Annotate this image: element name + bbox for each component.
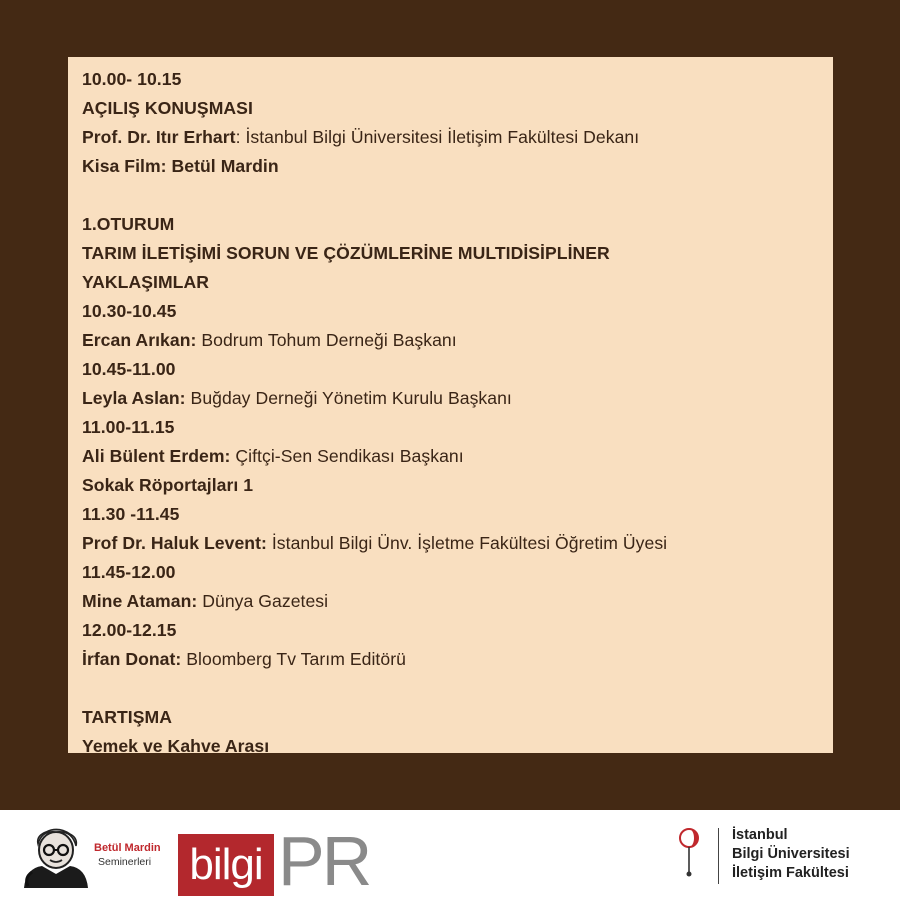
program-line-bold: AÇILIŞ KONUŞMASI xyxy=(82,98,253,118)
program-line xyxy=(82,645,833,674)
program-line-bold: Ercan Arıkan: xyxy=(82,330,197,350)
program-line-bold: Leyla Aslan: xyxy=(82,388,186,408)
program-line-bold: Yemek ve Kahve Arası xyxy=(82,736,270,756)
program-line xyxy=(82,413,833,442)
program-line-bold: Kisa Film: Betül Mardin xyxy=(82,156,279,176)
program-line xyxy=(82,355,833,384)
pr-text: PR xyxy=(278,822,370,900)
betul-mardin-name: Betül Mardin xyxy=(94,842,161,854)
program-line xyxy=(82,123,833,152)
university-emblem-icon xyxy=(674,824,704,880)
program-line xyxy=(82,384,833,413)
program-line-bold: 10.30-10.45 xyxy=(82,301,177,321)
program-line-bold: 10.00- 10.15 xyxy=(82,69,182,89)
program-line-bold: 10.45-11.00 xyxy=(82,359,176,379)
program-line-bold: TARIM İLETİŞİMİ SORUN VE ÇÖZÜMLERİNE MULTIDİSİPLİNER xyxy=(82,243,610,263)
program-line xyxy=(82,442,833,471)
program-line xyxy=(82,268,833,297)
istanbul-bilgi-text xyxy=(732,826,850,883)
program-line xyxy=(82,239,833,268)
program-line xyxy=(82,210,833,239)
logo-divider xyxy=(718,828,719,884)
program-line xyxy=(82,297,833,326)
program-line xyxy=(82,94,833,123)
program-line xyxy=(82,558,833,587)
istanbul-bilgi-logo xyxy=(674,820,884,896)
program-line-bold: 11.45-12.00 xyxy=(82,562,176,582)
program-line-detail: : İstanbul Bilgi Üniversitesi İletişim Fakültesi Dekanı xyxy=(235,127,640,147)
ibu-line-1: İstanbul xyxy=(732,827,788,843)
program-line xyxy=(82,703,833,732)
program-line-bold: TARTIŞMA xyxy=(82,707,172,727)
bilgi-box: bilgi xyxy=(178,834,274,896)
program-line-detail: Dünya Gazetesi xyxy=(197,591,329,611)
program-line-bold: Ali Bülent Erdem: xyxy=(82,446,231,466)
program-line-detail: İstanbul Bilgi Ünv. İşletme Fakültesi Öğretim Üyesi xyxy=(266,533,668,553)
program-line xyxy=(82,616,833,645)
spacer xyxy=(82,181,833,210)
portrait-icon xyxy=(18,828,92,888)
program-line-detail: Bodrum Tohum Derneği Başkanı xyxy=(196,330,457,350)
ibu-line-2: Bilgi Üniversitesi xyxy=(732,846,850,862)
spacer xyxy=(82,674,833,703)
program-line-bold: Mine Ataman: xyxy=(82,591,198,611)
program-line xyxy=(82,587,833,616)
program-line-bold: 11.30 -11.45 xyxy=(82,504,180,524)
program-line xyxy=(82,152,833,181)
program-line-bold: Sokak Röportajları 1 xyxy=(82,475,254,495)
program-line-bold: 11.00-11.15 xyxy=(82,417,175,437)
program-line xyxy=(82,326,833,355)
program-line-bold: Prof Dr. Haluk Levent: xyxy=(82,533,267,553)
program-line-bold: 1.OTURUM xyxy=(82,214,175,234)
program-line-bold: 12.00-12.15 xyxy=(82,620,177,640)
betul-mardin-logo xyxy=(18,822,178,892)
program-panel xyxy=(68,57,833,756)
ibu-line-3: İletişim Fakültesi xyxy=(732,865,849,881)
program-line xyxy=(82,65,833,94)
program-line-detail: Buğday Derneği Yönetim Kurulu Başkanı xyxy=(185,388,512,408)
program-line-detail: Bloomberg Tv Tarım Editörü xyxy=(181,649,406,669)
program-line xyxy=(82,529,833,558)
program-line-detail: Çiftçi-Sen Sendikası Başkanı xyxy=(230,446,464,466)
program-line xyxy=(82,471,833,500)
program-line-bold: Prof. Dr. Itır Erhart xyxy=(82,127,236,147)
program-line xyxy=(82,500,833,529)
footer-logos xyxy=(0,810,900,900)
program-line-bold: YAKLAŞIMLAR xyxy=(82,272,209,292)
program-line xyxy=(82,732,833,761)
bilgipr-logo xyxy=(178,822,370,900)
program-line-bold: İrfan Donat: xyxy=(82,649,182,669)
seminerleri-label: Seminerleri xyxy=(98,856,152,868)
